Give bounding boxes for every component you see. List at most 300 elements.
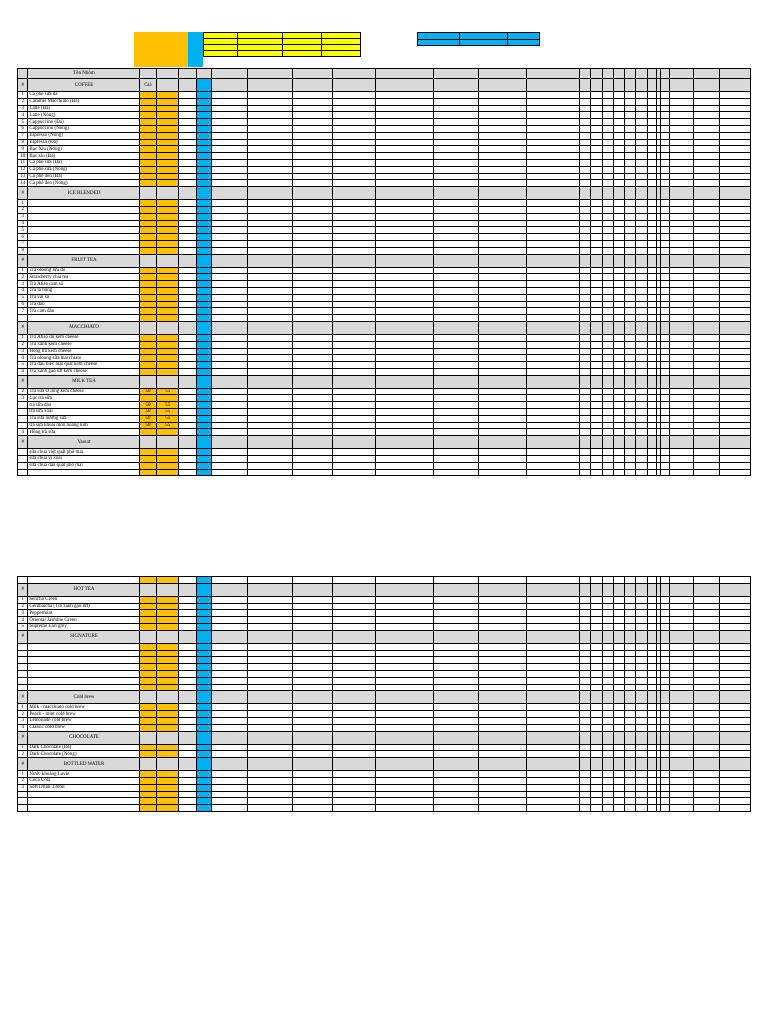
grid-cell bbox=[625, 603, 636, 610]
grid-cell bbox=[478, 731, 527, 744]
grid-cell bbox=[433, 308, 478, 315]
grid-cell bbox=[196, 166, 212, 173]
grid-cell bbox=[157, 436, 179, 449]
grid-cell bbox=[157, 200, 179, 207]
grid-cell bbox=[580, 744, 590, 751]
grid-cell bbox=[693, 422, 719, 429]
grid-cell bbox=[139, 469, 157, 476]
grid-cell bbox=[693, 159, 719, 166]
grid-cell bbox=[139, 227, 157, 234]
grid-cell bbox=[661, 247, 669, 254]
grid-cell bbox=[625, 643, 636, 650]
grid-cell bbox=[625, 691, 636, 704]
grid-cell bbox=[527, 429, 580, 436]
grid-cell bbox=[212, 704, 247, 711]
grid-cell bbox=[590, 287, 602, 294]
grid-cell bbox=[139, 362, 157, 369]
grid-cell bbox=[590, 388, 602, 395]
grid-cell bbox=[527, 395, 580, 402]
item-number: 3 bbox=[18, 281, 28, 288]
grid-cell bbox=[196, 388, 212, 395]
item-name bbox=[28, 798, 139, 805]
item-number: 5 bbox=[18, 119, 28, 126]
grid-cell bbox=[636, 449, 647, 456]
grid-cell bbox=[293, 429, 333, 436]
grid-cell bbox=[433, 362, 478, 369]
grid-cell bbox=[375, 409, 433, 416]
grid-cell bbox=[603, 92, 613, 99]
grid-cell bbox=[375, 234, 433, 241]
grid-cell bbox=[293, 395, 333, 402]
grid-cell bbox=[693, 308, 719, 315]
grid-cell bbox=[293, 617, 333, 624]
grid-cell bbox=[212, 281, 247, 288]
grid-cell bbox=[179, 617, 197, 624]
grid-cell bbox=[580, 664, 590, 671]
grid-cell bbox=[580, 791, 590, 798]
grid-cell bbox=[179, 206, 197, 213]
grid-cell bbox=[212, 630, 247, 643]
grid-cell bbox=[433, 791, 478, 798]
grid-cell bbox=[693, 630, 719, 643]
grid-cell bbox=[179, 603, 197, 610]
section-header-choc bbox=[18, 731, 751, 744]
grid-cell bbox=[647, 153, 656, 160]
grid-cell bbox=[603, 610, 613, 617]
grid-cell bbox=[247, 281, 293, 288]
grid-cell bbox=[212, 159, 247, 166]
grid-cell bbox=[603, 691, 613, 704]
grid-cell bbox=[590, 153, 602, 160]
grid-cell bbox=[332, 583, 375, 596]
grid-cell bbox=[661, 287, 669, 294]
grid-cell bbox=[625, 758, 636, 771]
grid-cell bbox=[661, 321, 669, 334]
grid-cell bbox=[139, 731, 157, 744]
grid-cell bbox=[478, 227, 527, 234]
grid-cell bbox=[613, 650, 624, 657]
grid-cell bbox=[375, 92, 433, 99]
grid-cell bbox=[247, 603, 293, 610]
grid-cell bbox=[478, 112, 527, 119]
grid-cell bbox=[661, 436, 669, 449]
menu-row bbox=[18, 146, 751, 153]
grid-cell bbox=[603, 362, 613, 369]
grid-cell bbox=[613, 92, 624, 99]
grid-cell bbox=[212, 777, 247, 784]
grid-cell bbox=[613, 409, 624, 416]
grid-cell bbox=[719, 596, 750, 603]
menu-row bbox=[18, 301, 751, 308]
grid-cell bbox=[293, 247, 333, 254]
grid-cell bbox=[247, 132, 293, 139]
grid-cell bbox=[157, 731, 179, 744]
grid-cell bbox=[196, 159, 212, 166]
grid-cell bbox=[247, 751, 293, 758]
grid-cell bbox=[293, 717, 333, 724]
grid-cell bbox=[669, 664, 693, 671]
grid-cell bbox=[212, 308, 247, 315]
grid-cell bbox=[636, 105, 647, 112]
grid-cell bbox=[433, 321, 478, 334]
grid-cell bbox=[613, 301, 624, 308]
grid-cell bbox=[196, 112, 212, 119]
grid-cell bbox=[157, 348, 179, 355]
menu-row bbox=[18, 227, 751, 234]
grid-cell bbox=[179, 79, 197, 92]
grid-cell bbox=[693, 388, 719, 395]
grid-cell bbox=[247, 630, 293, 643]
grid-cell bbox=[293, 125, 333, 132]
grid-cell bbox=[719, 240, 750, 247]
grid-cell bbox=[196, 368, 212, 375]
grid-cell bbox=[478, 664, 527, 671]
grid-cell bbox=[693, 92, 719, 99]
grid-cell bbox=[647, 281, 656, 288]
grid-cell bbox=[212, 315, 247, 322]
item-name bbox=[28, 805, 139, 812]
grid-cell bbox=[375, 125, 433, 132]
grid-cell bbox=[247, 69, 293, 79]
grid-cell bbox=[212, 395, 247, 402]
grid-cell bbox=[139, 341, 157, 348]
grid-cell bbox=[719, 691, 750, 704]
grid-cell bbox=[139, 315, 157, 322]
grid-cell bbox=[693, 744, 719, 751]
menu-row bbox=[18, 294, 751, 301]
grid-cell bbox=[433, 731, 478, 744]
grid-cell bbox=[527, 691, 580, 704]
grid-cell bbox=[719, 153, 750, 160]
grid-cell bbox=[332, 670, 375, 677]
grid-cell bbox=[247, 657, 293, 664]
menu-row bbox=[18, 717, 751, 724]
grid-cell bbox=[433, 92, 478, 99]
grid-cell bbox=[647, 422, 656, 429]
grid-cell bbox=[580, 362, 590, 369]
grid-cell bbox=[247, 220, 293, 227]
grid-cell bbox=[636, 664, 647, 671]
grid-cell bbox=[661, 724, 669, 731]
grid-cell bbox=[693, 119, 719, 126]
grid-cell bbox=[332, 717, 375, 724]
grid-cell bbox=[527, 240, 580, 247]
grid-cell bbox=[332, 180, 375, 187]
grid-cell bbox=[613, 623, 624, 630]
grid-cell bbox=[613, 657, 624, 664]
grid-cell bbox=[196, 409, 212, 416]
grid-cell bbox=[332, 153, 375, 160]
grid-cell bbox=[580, 469, 590, 476]
grid-cell bbox=[478, 724, 527, 731]
grid-cell bbox=[580, 240, 590, 247]
grid-cell bbox=[661, 92, 669, 99]
grid-cell bbox=[212, 132, 247, 139]
grid-cell bbox=[139, 334, 157, 341]
grid-cell bbox=[332, 704, 375, 711]
grid-cell bbox=[590, 294, 602, 301]
grid-cell bbox=[580, 798, 590, 805]
grid-cell bbox=[580, 132, 590, 139]
grid-cell bbox=[212, 125, 247, 132]
grid-cell bbox=[212, 758, 247, 771]
grid-cell bbox=[669, 368, 693, 375]
grid-cell bbox=[179, 132, 197, 139]
grid-cell bbox=[647, 469, 656, 476]
grid-cell bbox=[669, 220, 693, 227]
grid-cell bbox=[613, 112, 624, 119]
item-number bbox=[18, 415, 28, 422]
item-name: Trà vải sả bbox=[28, 294, 139, 301]
grid-cell bbox=[212, 274, 247, 281]
item-name: Cà phê sữa (Đá) bbox=[28, 159, 139, 166]
grid-cell bbox=[293, 657, 333, 664]
grid-cell bbox=[669, 657, 693, 664]
grid-cell bbox=[590, 180, 602, 187]
grid-cell bbox=[433, 98, 478, 105]
menu-row bbox=[18, 684, 751, 691]
grid-cell bbox=[636, 180, 647, 187]
grid-cell bbox=[603, 422, 613, 429]
grid-cell bbox=[179, 375, 197, 388]
grid-cell bbox=[669, 798, 693, 805]
grid-cell bbox=[433, 805, 478, 812]
grid-cell bbox=[157, 771, 179, 778]
grid-cell bbox=[669, 69, 693, 79]
grid-cell bbox=[293, 234, 333, 241]
grid-cell bbox=[196, 771, 212, 778]
grid-cell bbox=[433, 348, 478, 355]
grid-cell bbox=[661, 166, 669, 173]
grid-cell bbox=[661, 79, 669, 92]
grid-cell bbox=[580, 603, 590, 610]
header-blue-grid bbox=[417, 32, 540, 46]
grid-cell bbox=[603, 146, 613, 153]
grid-cell bbox=[527, 348, 580, 355]
grid-cell bbox=[375, 254, 433, 267]
grid-cell bbox=[212, 623, 247, 630]
section-header-cold bbox=[18, 691, 751, 704]
grid-cell bbox=[433, 429, 478, 436]
grid-cell bbox=[661, 623, 669, 630]
item-number: 1 bbox=[18, 200, 28, 207]
grid-cell bbox=[647, 791, 656, 798]
grid-cell bbox=[613, 355, 624, 362]
grid-cell bbox=[647, 274, 656, 281]
grid-cell bbox=[139, 603, 157, 610]
grid-cell bbox=[375, 368, 433, 375]
grid-cell bbox=[478, 247, 527, 254]
grid-cell bbox=[661, 791, 669, 798]
grid-cell bbox=[212, 583, 247, 596]
grid-cell bbox=[625, 583, 636, 596]
grid-cell bbox=[139, 717, 157, 724]
grid-cell bbox=[139, 684, 157, 691]
grid-cell bbox=[719, 146, 750, 153]
grid-cell bbox=[139, 112, 157, 119]
grid-cell bbox=[212, 98, 247, 105]
item-name: Trà xanh kem cheese bbox=[28, 341, 139, 348]
grid-cell bbox=[603, 469, 613, 476]
grid-cell bbox=[212, 603, 247, 610]
grid-cell bbox=[603, 98, 613, 105]
grid-cell bbox=[157, 456, 179, 463]
grid-cell bbox=[580, 388, 590, 395]
grid-cell bbox=[196, 334, 212, 341]
grid-cell bbox=[719, 308, 750, 315]
menu-row bbox=[18, 449, 751, 456]
grid-cell bbox=[719, 771, 750, 778]
grid-cell bbox=[603, 409, 613, 416]
grid-cell bbox=[661, 159, 669, 166]
grid-cell bbox=[332, 348, 375, 355]
menu-row bbox=[18, 617, 751, 624]
grid-cell bbox=[179, 677, 197, 684]
grid-cell bbox=[669, 670, 693, 677]
grid-cell bbox=[527, 731, 580, 744]
grid-cell bbox=[212, 153, 247, 160]
grid-cell bbox=[647, 301, 656, 308]
grid-cell bbox=[647, 657, 656, 664]
grid-cell bbox=[375, 643, 433, 650]
grid-cell bbox=[613, 805, 624, 812]
grid-cell bbox=[603, 213, 613, 220]
grid-cell bbox=[247, 677, 293, 684]
grid-cell bbox=[669, 119, 693, 126]
grid-cell bbox=[196, 375, 212, 388]
grid-cell bbox=[661, 240, 669, 247]
item-name: Peppermint bbox=[28, 610, 139, 617]
grid-cell bbox=[661, 173, 669, 180]
grid-cell bbox=[590, 146, 602, 153]
grid-cell bbox=[613, 691, 624, 704]
grid-cell bbox=[661, 717, 669, 724]
grid-cell bbox=[293, 301, 333, 308]
grid-cell bbox=[179, 213, 197, 220]
grid-cell bbox=[478, 334, 527, 341]
grid-cell bbox=[661, 355, 669, 362]
price-large: 55 bbox=[157, 409, 179, 416]
grid-cell bbox=[375, 220, 433, 227]
grid-cell bbox=[247, 731, 293, 744]
grid-cell bbox=[647, 240, 656, 247]
grid-cell bbox=[139, 159, 157, 166]
grid-cell bbox=[647, 287, 656, 294]
grid-cell bbox=[196, 657, 212, 664]
grid-cell bbox=[603, 308, 613, 315]
grid-cell bbox=[478, 355, 527, 362]
grid-cell bbox=[580, 105, 590, 112]
grid-cell bbox=[179, 650, 197, 657]
grid-cell bbox=[647, 684, 656, 691]
grid-cell bbox=[661, 691, 669, 704]
grid-cell bbox=[527, 724, 580, 731]
grid-cell bbox=[580, 348, 590, 355]
grid-cell bbox=[613, 677, 624, 684]
grid-cell bbox=[719, 758, 750, 771]
grid-cell bbox=[247, 315, 293, 322]
grid-cell bbox=[603, 281, 613, 288]
grid-cell bbox=[478, 610, 527, 617]
grid-cell bbox=[647, 166, 656, 173]
grid-cell bbox=[179, 402, 197, 409]
grid-cell bbox=[590, 234, 602, 241]
section-header-water bbox=[18, 758, 751, 771]
grid-cell bbox=[212, 657, 247, 664]
menu-grid-top bbox=[17, 68, 751, 476]
grid-cell bbox=[212, 294, 247, 301]
item-name: Cà phê đen (Đá) bbox=[28, 173, 139, 180]
grid-cell bbox=[661, 341, 669, 348]
menu-row bbox=[18, 180, 751, 187]
grid-cell bbox=[196, 670, 212, 677]
menu-row bbox=[18, 784, 751, 791]
grid-cell bbox=[527, 388, 580, 395]
grid-cell bbox=[625, 287, 636, 294]
grid-cell bbox=[603, 368, 613, 375]
grid-cell bbox=[603, 180, 613, 187]
grid-cell bbox=[179, 577, 197, 584]
item-number: 1 bbox=[18, 334, 28, 341]
grid-cell bbox=[580, 321, 590, 334]
grid-cell bbox=[669, 751, 693, 758]
item-name bbox=[28, 791, 139, 798]
grid-cell bbox=[661, 334, 669, 341]
grid-cell bbox=[669, 321, 693, 334]
grid-cell bbox=[647, 395, 656, 402]
grid-cell bbox=[179, 234, 197, 241]
grid-cell bbox=[603, 415, 613, 422]
grid-cell bbox=[590, 583, 602, 596]
grid-cell bbox=[478, 758, 527, 771]
grid-cell bbox=[603, 744, 613, 751]
grid-cell bbox=[375, 711, 433, 718]
grid-cell bbox=[196, 234, 212, 241]
grid-cell bbox=[590, 220, 602, 227]
grid-cell bbox=[693, 281, 719, 288]
grid-cell bbox=[613, 436, 624, 449]
grid-cell bbox=[636, 623, 647, 630]
grid-cell bbox=[157, 711, 179, 718]
grid-cell bbox=[603, 583, 613, 596]
grid-cell bbox=[669, 234, 693, 241]
grid-cell bbox=[247, 301, 293, 308]
grid-cell bbox=[375, 308, 433, 315]
grid-cell bbox=[661, 294, 669, 301]
grid-cell bbox=[625, 79, 636, 92]
grid-cell bbox=[580, 98, 590, 105]
grid-cell bbox=[247, 583, 293, 596]
grid-cell bbox=[375, 274, 433, 281]
menu-row bbox=[18, 395, 751, 402]
grid-cell bbox=[433, 623, 478, 630]
grid-cell bbox=[433, 650, 478, 657]
grid-cell bbox=[693, 247, 719, 254]
grid-cell bbox=[332, 98, 375, 105]
grid-cell bbox=[179, 623, 197, 630]
item-number bbox=[18, 315, 28, 322]
grid-cell bbox=[433, 281, 478, 288]
grid-cell bbox=[647, 603, 656, 610]
grid-cell bbox=[139, 173, 157, 180]
grid-cell bbox=[293, 166, 333, 173]
grid-cell bbox=[580, 717, 590, 724]
grid-cell bbox=[527, 125, 580, 132]
grid-cell bbox=[433, 254, 478, 267]
grid-cell bbox=[196, 395, 212, 402]
item-name: Strawberry chia tea bbox=[28, 274, 139, 281]
grid-cell bbox=[669, 643, 693, 650]
